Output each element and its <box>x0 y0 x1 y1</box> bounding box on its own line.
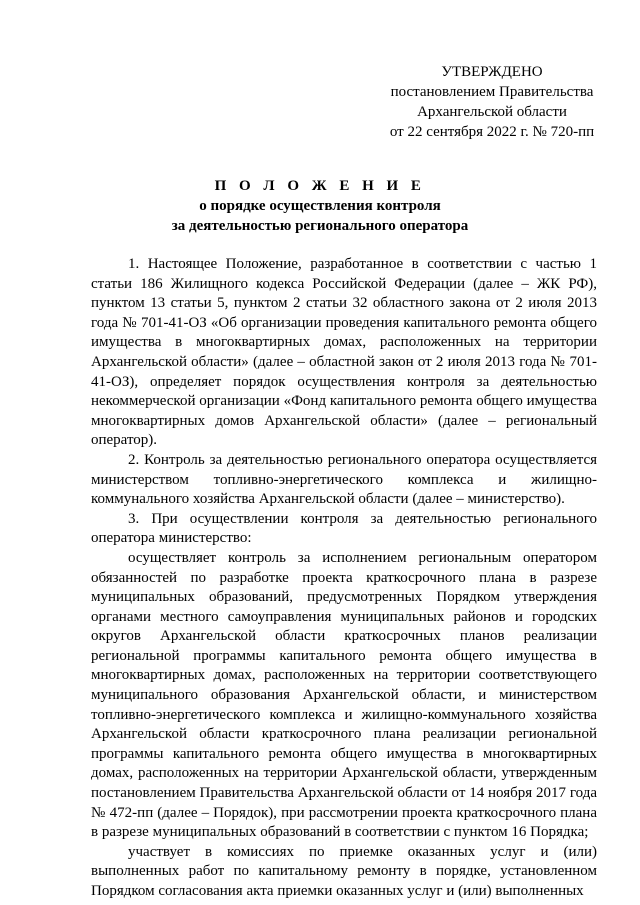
document-title: П О Л О Ж Е Н И Е <box>214 178 426 194</box>
approval-date: от 22 сентября 2022 г. № 720-пп <box>389 124 595 140</box>
document-subtitle-2: за деятельностью регионального оператора <box>171 218 469 234</box>
approval-stamp <box>378 62 606 142</box>
approval-title: УТВЕРЖДЕНО <box>441 64 543 80</box>
approval-issuer: постановлением Правительства <box>390 84 594 100</box>
paragraph-3-item-1: осуществляет контроль за исполнением региональным оператором обязанностей по разработке проекта краткосрочного плана в разрезе муниципальных образований, предусмотренных Порядком утверждения органами местного самоуправления муниципальных районов и городских округов Архангельской области краткосрочных планов реализации региональной программы капитального ремонта общего имущества в многоквартирных домах, расположенных на территории соответствующего муниципального образования Архангельской области, и министерством топливно-энергетического комплекса и жилищно-коммунального хозяйства Архангельской области краткосрочного плана реализации региональной программы капитального ремонта общего имущества в многоквартирных домах, расположенных на территории Архангельской области, утвержденным постановлением Правительства Архангельской области от 14 ноября 2017 года № 472-пп (далее – Порядок), при рассмотрении проекта краткосрочного плана в разрезе муниципальных образований в соответствии с пунктом 16 Порядка; <box>91 549 597 841</box>
document-body <box>91 255 597 902</box>
paragraph-2: 2. Контроль за деятельностью регионального оператора осуществляется министерством топливно-энергетического комплекса и жилищно-коммунального хозяйства Архангельской области (далее – министерство). <box>91 451 597 508</box>
paragraph-3: 3. При осуществлении контроля за деятельностью регионального оператора министерство: <box>91 510 597 547</box>
paragraph-3-item-2: участвует в комиссиях по приемке оказанных услуг и (или) выполненных работ по капитальному ремонту в порядке, установленном Порядком согласования акта приемки оказанных услуг и (или) выполненных <box>91 843 597 899</box>
document-heading <box>0 176 640 236</box>
approval-region: Архангельской области <box>417 104 567 120</box>
document-subtitle: о порядке осуществления контроля <box>199 198 441 214</box>
paragraph-1: 1. Настоящее Положение, разработанное в соответствии с частью 1 статьи 186 Жилищного кодекса Российской Федерации (далее – ЖК РФ), пунктом 13 статьи 5, пунктом 2 статьи 32 областного закона от 2 июля 2013 года № 701-41-ОЗ «Об организации проведения капитального ремонта общего имущества в многоквартирных домах, расположенных на территории Архангельской области» (далее – областной закон от 2 июля 2013 года № 701-41-ОЗ), определяет порядок осуществления контроля за деятельностью некоммерческой организации «Фонд капитального ремонта общего имущества многоквартирных домов Архангельской области» (далее – региональный оператор). <box>91 256 597 449</box>
